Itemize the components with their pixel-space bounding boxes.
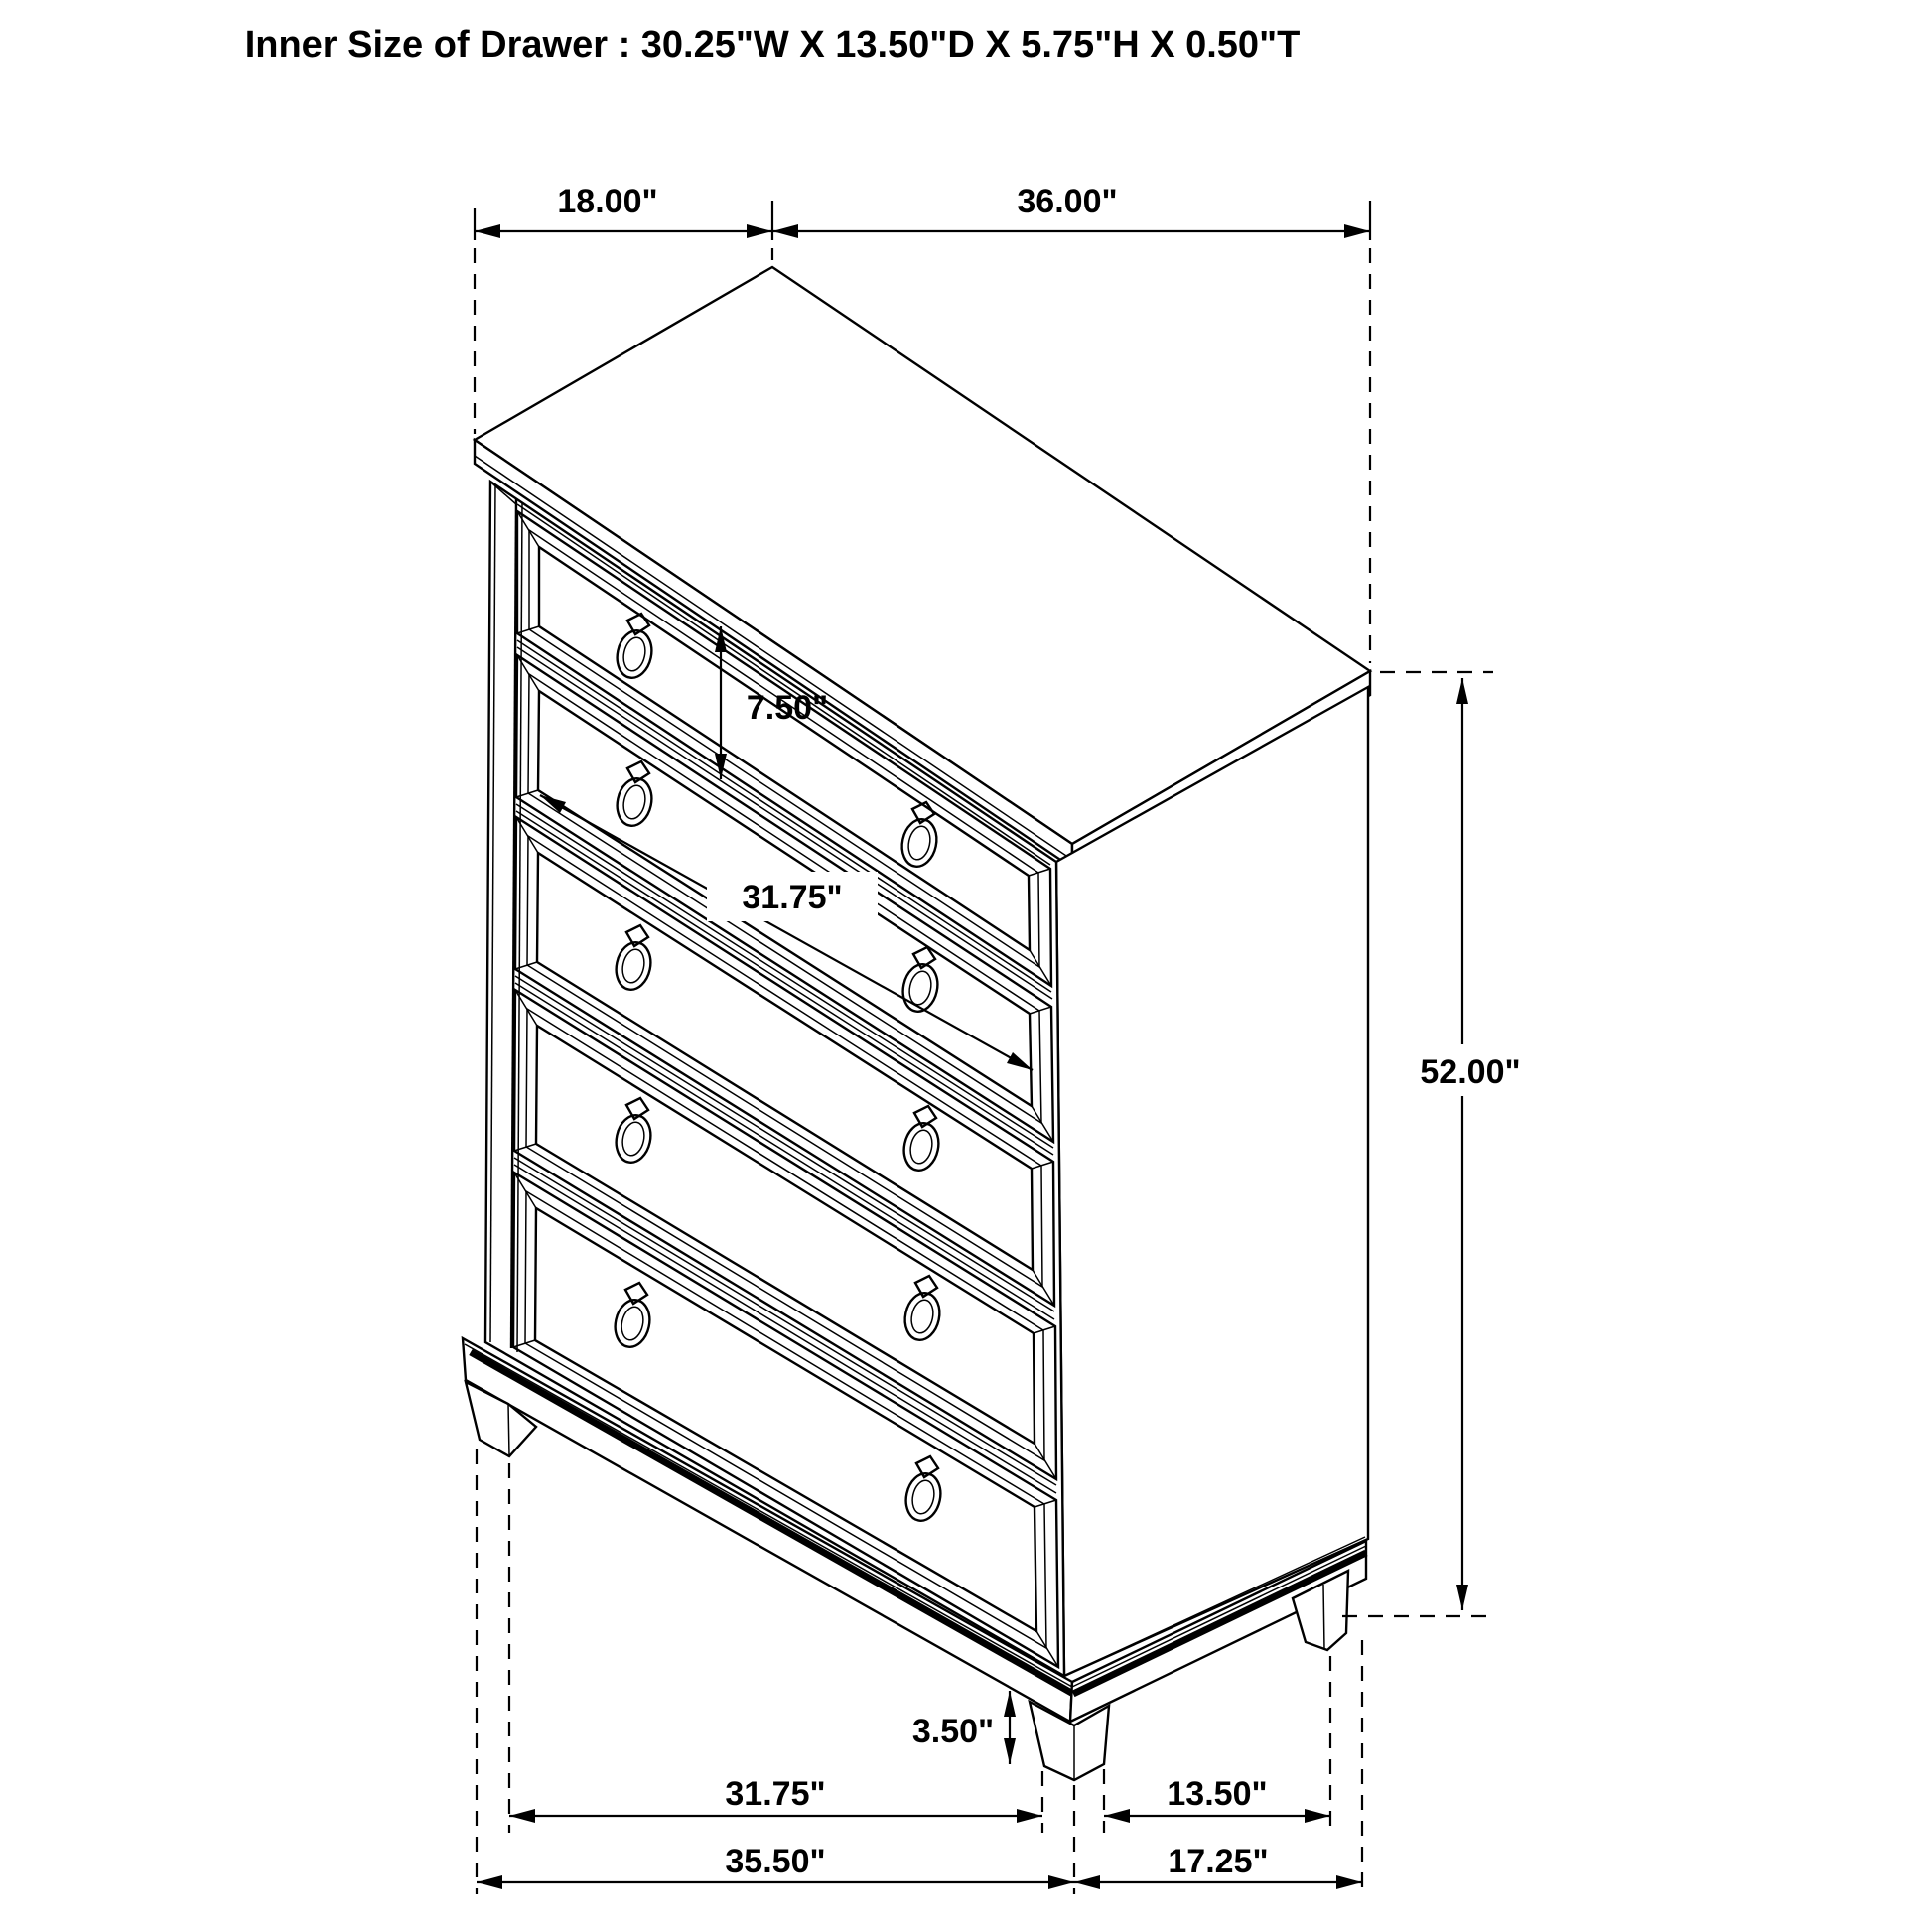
chest-drawing xyxy=(463,267,1370,1780)
dimension-base-front-width xyxy=(509,1775,1042,1823)
dim-label-overall-height: 52.00" xyxy=(1420,1053,1521,1091)
dimension-base-side-depth xyxy=(1104,1775,1330,1823)
dim-label-base-side-depth: 13.50" xyxy=(1167,1775,1268,1813)
dim-label-leg-height: 3.50" xyxy=(911,1713,995,1750)
dim-label-drawer-front-width: 31.75" xyxy=(742,879,843,916)
dim-label-drawer-height: 7.50" xyxy=(746,689,829,727)
dimension-leg-height xyxy=(912,1691,1016,1764)
dim-label-top-width: 36.00" xyxy=(1017,183,1118,220)
page-title: Inner Size of Drawer : 30.25"W X 13.50"D X 5.75"H X 0.50"T xyxy=(244,24,1301,66)
dim-label-overall-depth: 17.25" xyxy=(1168,1843,1269,1880)
dimension-overall-width xyxy=(477,1843,1074,1889)
dim-label-overall-width: 35.50" xyxy=(725,1843,826,1880)
dimension-overall-depth xyxy=(1074,1843,1362,1889)
dim-label-top-depth: 18.00" xyxy=(557,183,658,220)
dim-label-base-front-width: 31.75" xyxy=(725,1775,826,1813)
